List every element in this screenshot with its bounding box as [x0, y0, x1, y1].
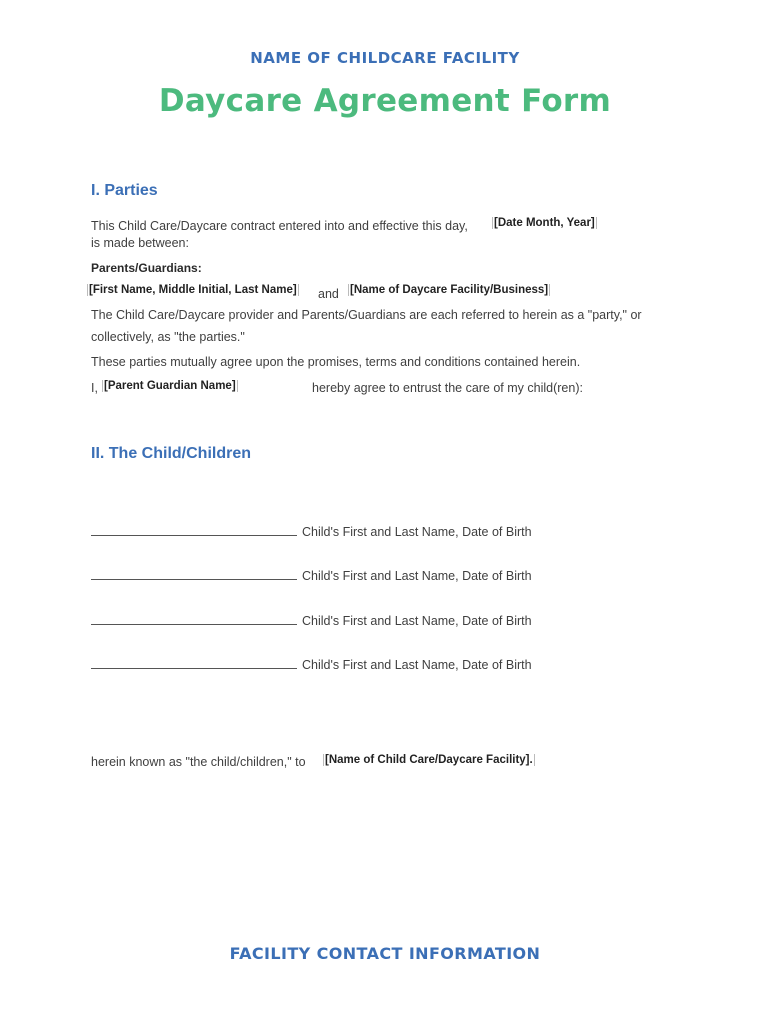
entrust-text: hereby agree to entrust the care of my child(ren): [312, 381, 583, 395]
child-row-label: Child's First and Last Name, Date of Birth [302, 525, 532, 539]
section-heading-children: II. The Child/Children [91, 445, 251, 462]
form-title: Daycare Agreement Form [158, 83, 612, 119]
agree-text: These parties mutually agree upon the promises, terms and conditions contained herein. [91, 355, 581, 369]
childcare-facility-field[interactable]: [Name of Child Care/Daycare Facility]. [325, 754, 533, 766]
i-text: I, [91, 381, 98, 395]
child-row-label: Child's First and Last Name, Date of Birth [302, 614, 532, 628]
and-text: and [318, 287, 339, 301]
parents-label: Parents/Guardians: [91, 261, 202, 275]
child-blank-line[interactable] [91, 623, 297, 625]
contract-text: This Child Care/Daycare contract entered into and effective this day, [91, 219, 468, 233]
herein-text: herein known as "the child/children," to [91, 755, 306, 769]
section-heading-parties: I. Parties [91, 182, 158, 199]
facility-business-field[interactable]: [Name of Daycare Facility/Business] [350, 284, 549, 296]
child-blank-line[interactable] [91, 534, 297, 536]
guardian-name-field[interactable]: [Parent Guardian Name] [104, 380, 236, 392]
child-row-label: Child's First and Last Name, Date of Birth [302, 569, 532, 583]
child-row[interactable] [91, 614, 532, 628]
child-blank-line[interactable] [91, 667, 297, 669]
date-field[interactable]: [Date Month, Year] [494, 217, 595, 229]
parent-name-field[interactable]: [First Name, Middle Initial, Last Name] [89, 284, 297, 296]
footer-title: FACILITY CONTACT INFORMATION [229, 944, 541, 963]
child-row[interactable] [91, 569, 532, 583]
child-row[interactable] [91, 525, 532, 539]
child-row-label: Child's First and Last Name, Date of Birth [302, 658, 532, 672]
referred-text-line2: collectively, as "the parties." [91, 330, 245, 344]
referred-text-line1: The Child Care/Daycare provider and Parents/Guardians are each referred to herein as a "party," or [91, 308, 642, 322]
child-blank-line[interactable] [91, 578, 297, 580]
child-row[interactable] [91, 658, 532, 672]
made-between-text: is made between: [91, 236, 189, 250]
facility-name: NAME OF CHILDCARE FACILITY [250, 49, 520, 67]
